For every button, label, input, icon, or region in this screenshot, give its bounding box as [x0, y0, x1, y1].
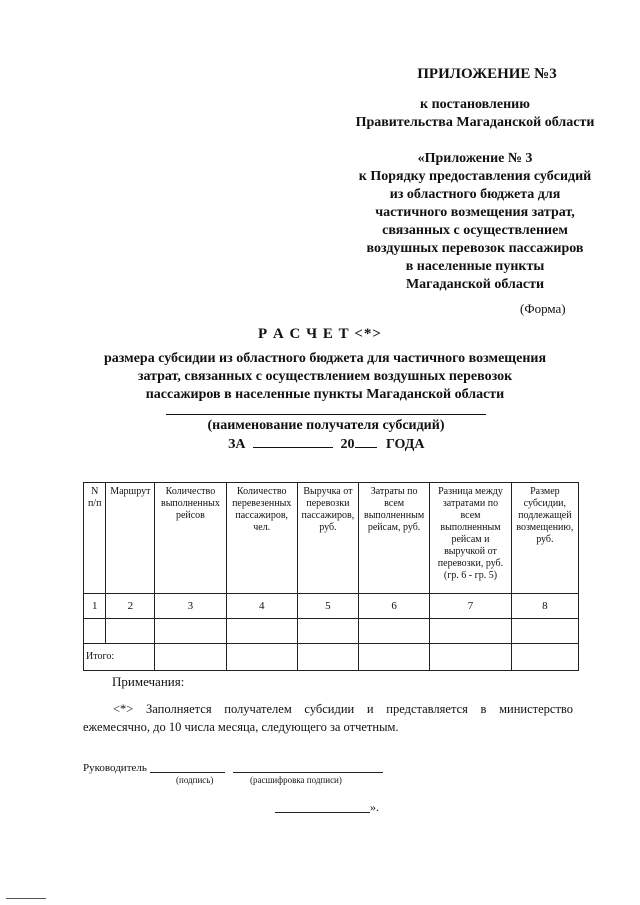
column-header: Маршрут: [106, 483, 155, 594]
table-cell: [430, 644, 511, 671]
period-prefix: ЗА: [228, 437, 246, 452]
procedure-line: к Порядку предоставления субсидий: [358, 169, 592, 184]
period-blank: [253, 447, 333, 448]
table-cell: [358, 644, 429, 671]
table-row: [84, 619, 579, 644]
subsidy-table: [83, 482, 579, 671]
procedure-line: в населенные пункты: [405, 259, 545, 274]
column-number: 7: [430, 594, 511, 619]
decoding-caption: (расшифровка подписи): [250, 775, 342, 785]
column-number: 5: [297, 594, 358, 619]
column-header: Разница между затратами по всем выполненным рейсам и выручкой от перевозки, руб. (гр. 6 - гр. 5): [430, 483, 511, 594]
total-row: [84, 644, 579, 671]
year-blank: [355, 447, 377, 448]
calculation-heading: Р А С Ч Е Т <*>: [258, 326, 382, 342]
total-label: Итого:: [84, 644, 155, 671]
column-number: 8: [511, 594, 578, 619]
procedure-line: частичного возмещения затрат,: [375, 205, 575, 220]
table-cell: [430, 619, 511, 644]
head-label: Руководитель: [83, 762, 147, 774]
column-number: 4: [226, 594, 297, 619]
column-header: Количество перевезенных пассажиров, чел.: [226, 483, 297, 594]
column-header: Количество выполненных рейсов: [155, 483, 226, 594]
table-cell: [226, 644, 297, 671]
table-cell: [84, 619, 106, 644]
scan-edge: [6, 898, 46, 899]
column-number: 1: [84, 594, 106, 619]
table-cell: [226, 619, 297, 644]
column-header: Затраты по всем выполненным рейсам, руб.: [358, 483, 429, 594]
decoding-line: [233, 772, 383, 773]
signature-line: [150, 772, 225, 773]
subtitle-line: размера субсидии из областного бюджета для частичного возмещения: [103, 351, 547, 366]
table-cell: [511, 619, 578, 644]
closing-mark: ».: [370, 800, 379, 814]
column-number-row: [84, 594, 579, 619]
table-cell: [106, 619, 155, 644]
column-header: Выручка от перевозки пассажиров, руб.: [297, 483, 358, 594]
closing-line: [275, 812, 370, 813]
column-header: N п/п: [84, 483, 106, 594]
procedure-line: из областного бюджета для: [389, 187, 561, 202]
form-label: (Форма): [520, 301, 566, 316]
table-header-row: [84, 483, 579, 594]
note-text: <*> Заполняется получателем субсидии и представляется в министерство ежемесячно, до 10 числа месяца, следующего за отчетным.: [83, 702, 573, 734]
procedure-line: Магаданской области: [405, 277, 545, 292]
table-cell: [297, 644, 358, 671]
table-cell: [155, 619, 226, 644]
column-number: 2: [106, 594, 155, 619]
period-line: [228, 437, 425, 453]
period-year: 20: [340, 437, 355, 452]
recipient-name-line: [166, 414, 486, 415]
subtitle-line: пассажиров в населенные пункты Магаданской области: [145, 387, 505, 402]
column-number: 6: [358, 594, 429, 619]
table-cell: [155, 644, 226, 671]
calculation-subtitle: [80, 350, 570, 404]
notes-title: Примечания:: [112, 674, 185, 689]
table-cell: [511, 644, 578, 671]
column-number: 3: [155, 594, 226, 619]
signature-caption: (подпись): [176, 775, 214, 785]
procedure-line: связанных с осуществлением: [382, 223, 568, 238]
column-header: Размер субсидии, подлежащей возмещению, руб.: [511, 483, 578, 594]
inner-appendix-title: «Приложение № 3: [417, 151, 533, 166]
table-cell: [358, 619, 429, 644]
table-cell: [297, 619, 358, 644]
period-suffix: ГОДА: [386, 437, 425, 452]
government-name: Правительства Магаданской области: [355, 115, 595, 130]
subtitle-line: затрат, связанных с осуществлением воздушных перевозок: [137, 369, 513, 384]
to-resolution: к постановлению: [420, 97, 530, 112]
recipient-caption: (наименование получателя субсидий): [207, 418, 445, 433]
appendix-title: ПРИЛОЖЕНИЕ №3: [417, 66, 557, 82]
procedure-line: воздушных перевозок пассажиров: [366, 241, 584, 256]
